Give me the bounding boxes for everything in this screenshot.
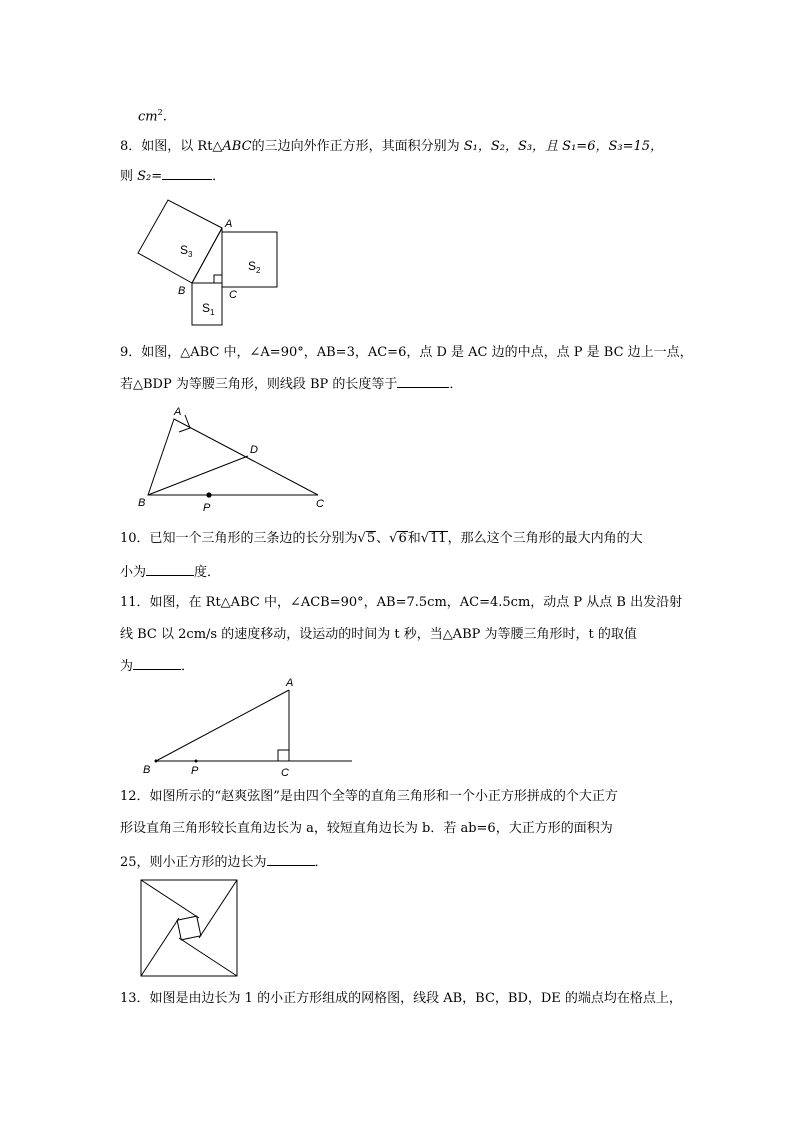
- q12-line-1: [120, 788, 618, 806]
- period: ．: [212, 169, 226, 184]
- q8-var: S₂=: [137, 169, 163, 184]
- vertex-label-p: P: [191, 765, 199, 777]
- period: ．: [181, 659, 195, 674]
- square-s3: [138, 200, 222, 283]
- q8-figure: [130, 200, 290, 330]
- point-b: [155, 760, 158, 763]
- q12-text: 12．如图所示的“赵爽弦图”是由四个全等的直角三角形和一个小正方形拼成的个大正方: [120, 789, 618, 804]
- vertex-label-d: D: [250, 444, 258, 456]
- triangle-edge: [141, 918, 179, 976]
- outer-square: [141, 880, 237, 976]
- triangle-edge: [179, 938, 237, 976]
- unit-text: cm: [138, 109, 158, 125]
- separator: 和: [407, 531, 421, 546]
- q9-text: 若△BDP 为等腰三角形，则线段 BP 的长度等于: [120, 377, 398, 392]
- q11-text: 线 BC 以 2cm/s 的速度移动，设运动的时间为 t 秒，当△ABP 为等腰三角形时，t 的取值: [120, 627, 637, 642]
- q12-text: 形设直角三角形较长直角边长为 a，较短直角边长为 b．若 ab=6，大正方形的面积为: [120, 821, 613, 836]
- vertex-label-b: B: [138, 497, 146, 509]
- radicand-1: 5: [366, 531, 376, 546]
- point-p: [195, 760, 198, 763]
- q8-line-1: [120, 138, 663, 156]
- separator: 、: [376, 531, 390, 546]
- q12-text: 25，则小正方形的边长为: [120, 855, 267, 870]
- segment-ab: [156, 690, 289, 761]
- q10-line-1: [120, 530, 643, 548]
- q10-text: 10．已知一个三角形的三条边的长分别为: [120, 531, 358, 546]
- zhao-shuang-figure: [141, 880, 241, 980]
- segment-bd: [148, 456, 248, 495]
- inner-square: [177, 916, 201, 940]
- right-angle-mark: [278, 750, 289, 761]
- vertex-label-c: C: [229, 289, 237, 301]
- q13-line-1: [120, 990, 682, 1008]
- triangle-edge: [141, 880, 199, 918]
- q8-text: 8．如图，以 Rt△: [120, 139, 223, 154]
- triangle-abc: [148, 419, 318, 495]
- right-angle-mark: [214, 275, 222, 283]
- q10-text: 小为: [120, 565, 147, 580]
- label-s1: $S_1$: [202, 301, 215, 317]
- q8-line-2: [120, 166, 225, 186]
- q11-text: 为: [120, 659, 134, 674]
- unit-exponent: 2: [157, 108, 163, 117]
- q11-line-2: [120, 626, 637, 644]
- vertex-label-a: A: [225, 218, 233, 230]
- answer-blank[interactable]: [267, 852, 315, 866]
- triangle-edge: [199, 880, 237, 938]
- q11-line-3: [120, 656, 194, 676]
- sqrt-sign: √: [389, 531, 398, 546]
- point-p: [206, 492, 211, 497]
- period: ．: [449, 377, 463, 392]
- q9-line-2: [120, 374, 462, 394]
- sqrt-sign: √: [357, 531, 366, 546]
- q10-text-post: ，那么这个三角形的最大内角的大: [447, 531, 643, 546]
- radicand-3: 11: [430, 531, 447, 546]
- q10-line-2: [120, 562, 220, 582]
- vertex-label-b: B: [178, 285, 186, 297]
- vertex-label-a: A: [174, 406, 182, 418]
- sqrt-sign: √: [420, 531, 430, 546]
- radicand-2: 6: [398, 531, 407, 546]
- q12-line-3: [120, 852, 328, 872]
- answer-blank[interactable]: [162, 166, 212, 180]
- q11-figure: [140, 676, 360, 779]
- label-s2: $S_2$: [248, 259, 261, 275]
- answer-blank[interactable]: [133, 656, 181, 670]
- q9-line-1: [120, 344, 693, 362]
- answer-blank[interactable]: [146, 562, 194, 576]
- q10-text-end: 度．: [194, 565, 221, 580]
- q8-vars: S₁，S₂，S₃，且 S₁=6，S₃=15，: [463, 139, 664, 154]
- period: .: [162, 109, 167, 125]
- vertex-label-c: C: [316, 498, 324, 510]
- vertex-label-c: C: [281, 767, 289, 779]
- period: ．: [314, 855, 328, 870]
- q8-text-mid: 的三边向外作正方形，其面积分别为: [251, 139, 464, 154]
- label-s3: $S_3$: [180, 243, 193, 259]
- q8-triangle-name: ABC: [222, 139, 252, 154]
- q13-text: 13．如图是由边长为 1 的小正方形组成的网格图，线段 AB，BC，BD，DE 的端点均在格点上，: [120, 991, 682, 1006]
- q11-line-1: [120, 594, 682, 612]
- q11-text: 11．如图，在 Rt△ABC 中，∠ACB=90°，AB=7.5cm，AC=4.5cm，动点 P 从点 B 出发沿射: [120, 595, 683, 610]
- vertex-label-b: B: [143, 764, 151, 776]
- q8-text: 则: [120, 169, 138, 184]
- q7-tail: [138, 104, 167, 126]
- q9-figure: [136, 403, 336, 513]
- q12-line-2: [120, 820, 613, 838]
- vertex-label-p: P: [203, 502, 211, 514]
- q9-text: 9．如图，△ABC 中，∠A=90°，AB=3，AC=6，点 D 是 AC 边的中点，点 P 是 BC 边上一点，: [120, 345, 693, 360]
- answer-blank[interactable]: [397, 374, 449, 388]
- vertex-label-a: A: [286, 677, 294, 689]
